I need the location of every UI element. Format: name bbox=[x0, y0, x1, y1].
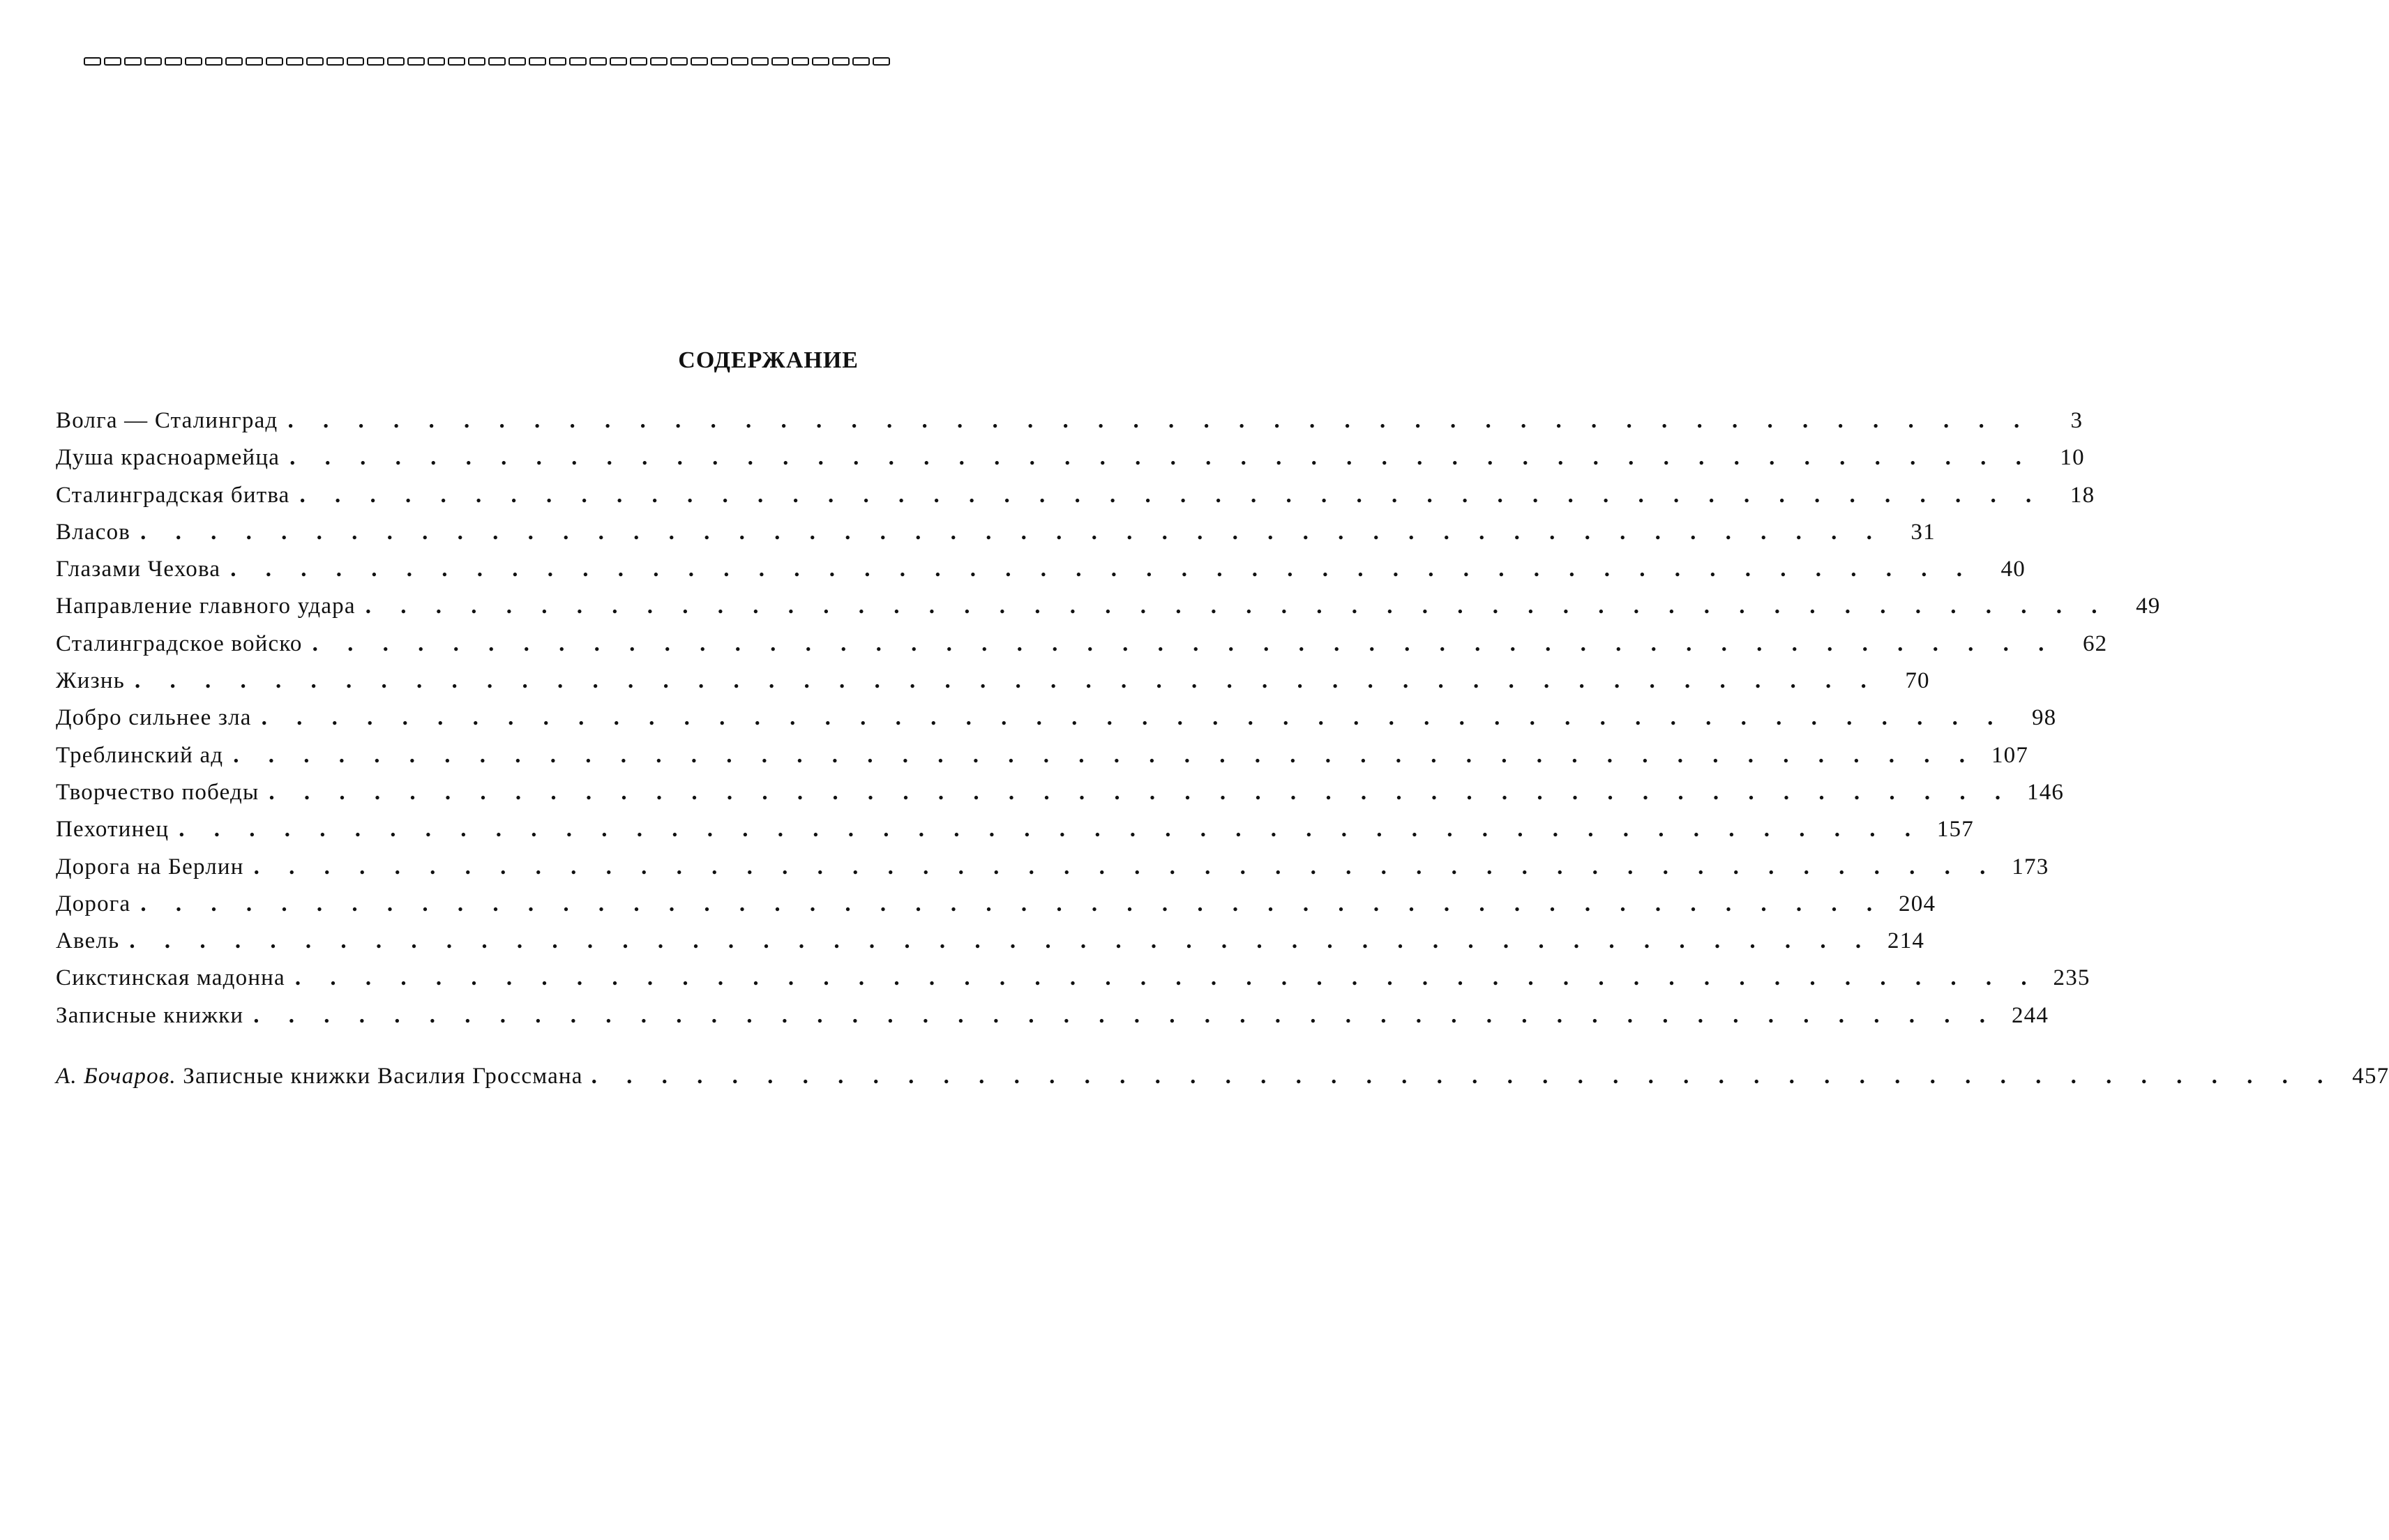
toc-entry-page: 235 bbox=[2053, 965, 2090, 991]
ornament-link bbox=[751, 57, 769, 66]
ornament-link bbox=[771, 57, 789, 66]
toc-entry-page: 18 bbox=[2070, 482, 2095, 508]
dot-leader: . . . . . . . . . . . . . . . . . . . . . . . . . . . . . . . . . . . . . . . . . . . . . . . . . . bbox=[591, 1064, 2335, 1089]
dot-leader: . . . . . . . . . . . . . . . . . . . . . . . . . . . . . . . . . . . . . . . . . . . . . . . . . . bbox=[294, 965, 2039, 991]
ornament-link bbox=[185, 57, 202, 66]
ornament-link bbox=[731, 57, 748, 66]
dot-leader: . . . . . . . . . . . . . . . . . . . . . . . . . . . . . . . . . . . . . . . . . . . . . . . . . . bbox=[230, 557, 1974, 582]
toc-entry-page: 49 bbox=[2136, 594, 2161, 619]
toc-entry-title: Пехотинец bbox=[56, 817, 169, 843]
ornament-link bbox=[326, 57, 344, 66]
toc-entry-page: 146 bbox=[2027, 779, 2065, 805]
ornament-link bbox=[124, 57, 142, 66]
toc-entry-page: 31 bbox=[1911, 519, 1936, 545]
toc-entry-title: Авель bbox=[56, 928, 120, 954]
ornament-link bbox=[650, 57, 668, 66]
toc-entry-page: 62 bbox=[2082, 631, 2108, 656]
ornament-link bbox=[873, 57, 890, 66]
dot-leader: . . . . . . . . . . . . . . . . . . . . . . . . . . . . . . . . . . . . . . . . . . . . . . . . . . bbox=[299, 482, 2044, 508]
toc-entry-page: 244 bbox=[2011, 1002, 2049, 1028]
decorative-border-ornament bbox=[84, 54, 841, 70]
toc-entry-title: Глазами Чехова bbox=[56, 557, 221, 582]
ornament-link bbox=[589, 57, 607, 66]
toc-entry[interactable] bbox=[56, 668, 1930, 705]
ornament-link bbox=[225, 57, 243, 66]
toc-entry-title: Творчество победы bbox=[56, 779, 259, 805]
ornament-link bbox=[549, 57, 566, 66]
ornament-link bbox=[711, 57, 728, 66]
toc-entry-title: Власов bbox=[56, 519, 131, 545]
toc-entry[interactable] bbox=[56, 482, 2095, 520]
ornament-link bbox=[691, 57, 708, 66]
toc-entry-title: Записные книжки bbox=[56, 1002, 244, 1028]
toc-entry[interactable] bbox=[56, 891, 1936, 928]
ornament-link bbox=[347, 57, 364, 66]
dot-leader: . . . . . . . . . . . . . . . . . . . . . . . . . . . . . . . . . . . . . . . . . . . . . . . . . . bbox=[253, 854, 1998, 880]
toc-entry[interactable] bbox=[56, 779, 2065, 817]
ornament-link bbox=[286, 57, 303, 66]
ornament-link bbox=[630, 57, 647, 66]
toc-entry-title: Сикстинская мадонна bbox=[56, 965, 285, 991]
ornament-link bbox=[428, 57, 445, 66]
dot-leader: . . . . . . . . . . . . . . . . . . . . . . . . . . . . . . . . . . . . . . . . . . . . . . . . . . bbox=[253, 1002, 1998, 1028]
toc-entry-page: 107 bbox=[1991, 742, 2029, 768]
toc-entry[interactable] bbox=[56, 965, 2090, 1002]
toc-entry[interactable] bbox=[56, 445, 2085, 482]
dot-leader: . . . . . . . . . . . . . . . . . . . . . . . . . . . . . . . . . . . . . . . . . . . . . . . . . . bbox=[269, 779, 2013, 805]
ornament-link bbox=[144, 57, 162, 66]
ornament-link bbox=[508, 57, 526, 66]
dot-leader: . . . . . . . . . . . . . . . . . . . . . . . . . . . . . . . . . . . . . . . . . . . . . . . . . . bbox=[287, 408, 2032, 433]
ornament-link bbox=[812, 57, 829, 66]
dot-leader: . . . . . . . . . . . . . . . . . . . . . . . . . . . . . . . . . . . . . . . . . . . . . . . . . . bbox=[365, 594, 2109, 619]
afterword-title-wrap bbox=[56, 1064, 583, 1089]
toc-entry-page: 98 bbox=[2031, 705, 2057, 731]
ornament-link bbox=[205, 57, 223, 66]
dot-leader: . . . . . . . . . . . . . . . . . . . . . . . . . . . . . . . . . . . . . . . . . . . . . . . . . . bbox=[289, 445, 2033, 471]
ornament-link bbox=[488, 57, 506, 66]
toc-entry[interactable] bbox=[56, 519, 1936, 557]
toc-entry-title: Направление главного удара bbox=[56, 594, 356, 619]
dot-leader: . . . . . . . . . . . . . . . . . . . . . . . . . . . . . . . . . . . . . . . . . . . . . . . . . . bbox=[179, 817, 1922, 843]
toc-entry[interactable] bbox=[56, 631, 2108, 668]
dot-leader: . . . . . . . . . . . . . . . . . . . . . . . . . . . . . . . . . . . . . . . . . . . . . . . . . . bbox=[233, 742, 1977, 768]
ornament-link bbox=[670, 57, 688, 66]
dot-leader: . . . . . . . . . . . . . . . . . . . . . . . . . . . . . . . . . . . . . . . . . . . . . . . . . . bbox=[140, 891, 1885, 916]
toc-entry[interactable] bbox=[56, 594, 2161, 631]
toc-entry-page: 204 bbox=[1899, 891, 1936, 916]
ornament-link bbox=[792, 57, 809, 66]
ornament-link bbox=[84, 57, 101, 66]
ornament-link bbox=[832, 57, 850, 66]
afterword-entry[interactable] bbox=[56, 1064, 2389, 1101]
ornament-link bbox=[448, 57, 465, 66]
ornament-link bbox=[529, 57, 546, 66]
ornament-link bbox=[569, 57, 587, 66]
toc-entry-title: Добро сильнее зла bbox=[56, 705, 252, 731]
toc-entry-page: 173 bbox=[2012, 854, 2049, 880]
toc-entry-title: Сталинградская битва bbox=[56, 482, 290, 508]
toc-entry-page: 10 bbox=[2060, 445, 2085, 471]
dot-leader: . . . . . . . . . . . . . . . . . . . . . . . . . . . . . . . . . . . . . . . . . . . . . . . . . . bbox=[261, 705, 2005, 731]
afterword-title: Записные книжки Василия Гроссмана bbox=[183, 1064, 583, 1089]
dot-leader: . . . . . . . . . . . . . . . . . . . . . . . . . . . . . . . . . . . . . . . . . . . . . . . . . . bbox=[134, 668, 1878, 694]
toc-entry[interactable] bbox=[56, 742, 2029, 780]
dot-leader: . . . . . . . . . . . . . . . . . . . . . . . . . . . . . . . . . . . . . . . . . . . . . . . . . . bbox=[129, 928, 1874, 954]
ornament-link bbox=[852, 57, 870, 66]
toc-entry[interactable] bbox=[56, 854, 2049, 891]
toc-entry-page: 70 bbox=[1905, 668, 1930, 694]
table-of-contents bbox=[56, 408, 2161, 1040]
toc-entry[interactable] bbox=[56, 557, 2026, 594]
toc-entry-title: Дорога bbox=[56, 891, 131, 916]
toc-entry-title: Жизнь bbox=[56, 668, 125, 694]
ornament-link bbox=[165, 57, 182, 66]
toc-entry[interactable] bbox=[56, 817, 1974, 854]
toc-entry[interactable] bbox=[56, 928, 1925, 965]
toc-entry-title: Сталинградское войско bbox=[56, 631, 303, 656]
ornament-link bbox=[104, 57, 121, 66]
toc-entry-page: 214 bbox=[1887, 928, 1925, 954]
ornament-link bbox=[246, 57, 263, 66]
toc-entry[interactable] bbox=[56, 1002, 2049, 1040]
ornament-link bbox=[468, 57, 485, 66]
toc-entry-title: Душа красноармейца bbox=[56, 445, 280, 471]
ornament-link bbox=[610, 57, 627, 66]
ornament-link bbox=[367, 57, 384, 66]
toc-entry-title: Волга — Сталинград bbox=[56, 408, 278, 433]
ornament-link bbox=[387, 57, 405, 66]
toc-entry-page: 40 bbox=[2000, 557, 2026, 582]
toc-entry-page: 3 bbox=[2070, 408, 2083, 433]
toc-entry-title: Дорога на Берлин bbox=[56, 854, 244, 880]
dot-leader: . . . . . . . . . . . . . . . . . . . . . . . . . . . . . . . . . . . . . . . . . . . . . . . . . . bbox=[312, 631, 2056, 656]
afterword-author: А. Бочаров. bbox=[56, 1064, 176, 1089]
ornament-link bbox=[306, 57, 324, 66]
ornament-link bbox=[407, 57, 425, 66]
ornament-link bbox=[266, 57, 283, 66]
toc-entry[interactable] bbox=[56, 408, 2083, 445]
page-title: СОДЕРЖАНИЕ bbox=[678, 347, 859, 373]
toc-entry-page: 157 bbox=[1936, 817, 1974, 843]
toc-entry[interactable] bbox=[56, 705, 2057, 742]
toc-entry-title: Треблинский ад bbox=[56, 742, 224, 768]
afterword-page: 457 bbox=[2352, 1064, 2389, 1089]
dot-leader: . . . . . . . . . . . . . . . . . . . . . . . . . . . . . . . . . . . . . . . . . . . . . . . . . . bbox=[140, 519, 1884, 545]
